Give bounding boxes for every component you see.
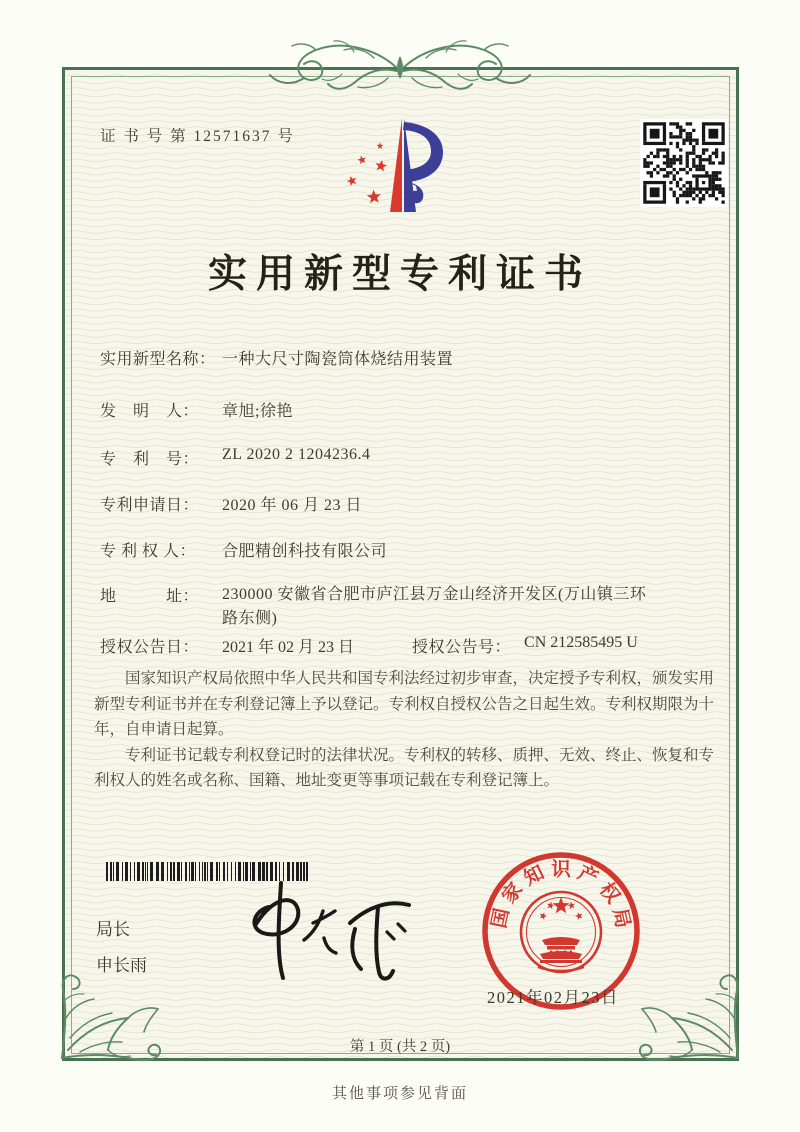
field-inventors bbox=[100, 398, 700, 421]
certificate-number: 证 书 号 第 12571637 号 bbox=[100, 128, 295, 145]
field-label: 地 址： bbox=[100, 588, 200, 605]
legal-text bbox=[94, 666, 714, 794]
field-patent-number bbox=[100, 446, 700, 469]
field-utility-model-name bbox=[100, 346, 700, 369]
national-emblem-gate bbox=[540, 937, 582, 963]
field-label: 授权公告日： bbox=[100, 639, 200, 656]
svg-text:识: 识 bbox=[551, 859, 571, 881]
field-label: 专 利 号： bbox=[100, 451, 200, 468]
legal-paragraph-2: 专利证书记载专利权登记时的法律状况。专利权的转移、质押、无效、终止、恢复和专利权人的姓名或名称、国籍、地址变更等事项记载在专利登记簿上。 bbox=[94, 746, 715, 789]
field-label: 发 明 人： bbox=[100, 403, 200, 420]
certificate-title: 实用新型专利证书 bbox=[207, 253, 592, 296]
cnipa-logo-icon bbox=[338, 110, 462, 230]
director-title: 局长 bbox=[96, 920, 130, 939]
field-label: 实用新型名称： bbox=[100, 351, 216, 368]
field-value: 2021 年 02 月 23 日 bbox=[222, 639, 355, 656]
field-value: 一种大尺寸陶瓷筒体烧结用装置 bbox=[222, 351, 454, 368]
qr-code bbox=[640, 119, 728, 207]
field-grant-publication bbox=[100, 634, 700, 657]
field-value: 230000 安徽省合肥市庐江县万金山经济开发区(万山镇三环路东侧) bbox=[222, 586, 647, 627]
field-value: ZL 2020 2 1204236.4 bbox=[222, 446, 371, 463]
field-value: 合肥精创科技有限公司 bbox=[222, 543, 388, 560]
seal-date: 2021年02月23日 bbox=[487, 988, 619, 1007]
legal-paragraph-1: 国家知识产权局依照中华人民共和国专利法经过初步审查，决定授予专利权，颁发实用新型专利证书并在专利登记簿上予以登记。专利权自授权公告之日起生效。专利权期限为十年，自申请日起算。 bbox=[94, 670, 715, 738]
back-side-note: 其他事项参见背面 bbox=[331, 1086, 468, 1102]
field-label: 专 利 权 人： bbox=[100, 543, 197, 560]
field-value: 2020 年 06 月 23 日 bbox=[222, 497, 363, 514]
seal-ring-text bbox=[488, 858, 634, 931]
svg-text:知: 知 bbox=[520, 862, 548, 890]
field-address bbox=[100, 583, 700, 631]
director-block bbox=[96, 912, 147, 984]
svg-text:局: 局 bbox=[608, 906, 633, 931]
director-name: 申长雨 bbox=[96, 956, 147, 975]
svg-text:产: 产 bbox=[574, 862, 602, 890]
field-label: 授权公告号： bbox=[412, 639, 512, 656]
svg-text:权: 权 bbox=[594, 879, 624, 908]
field-value: 章旭;徐艳 bbox=[222, 403, 293, 420]
svg-text:国: 国 bbox=[489, 906, 514, 931]
field-filing-date bbox=[100, 492, 700, 515]
field-value: CN 212585495 U bbox=[524, 634, 638, 651]
field-patentee bbox=[100, 538, 700, 561]
page-number: 第 1 页 (共 2 页) bbox=[349, 1039, 451, 1055]
svg-text:家: 家 bbox=[498, 879, 528, 908]
director-signature bbox=[228, 876, 423, 988]
field-label: 专利申请日： bbox=[100, 497, 200, 514]
